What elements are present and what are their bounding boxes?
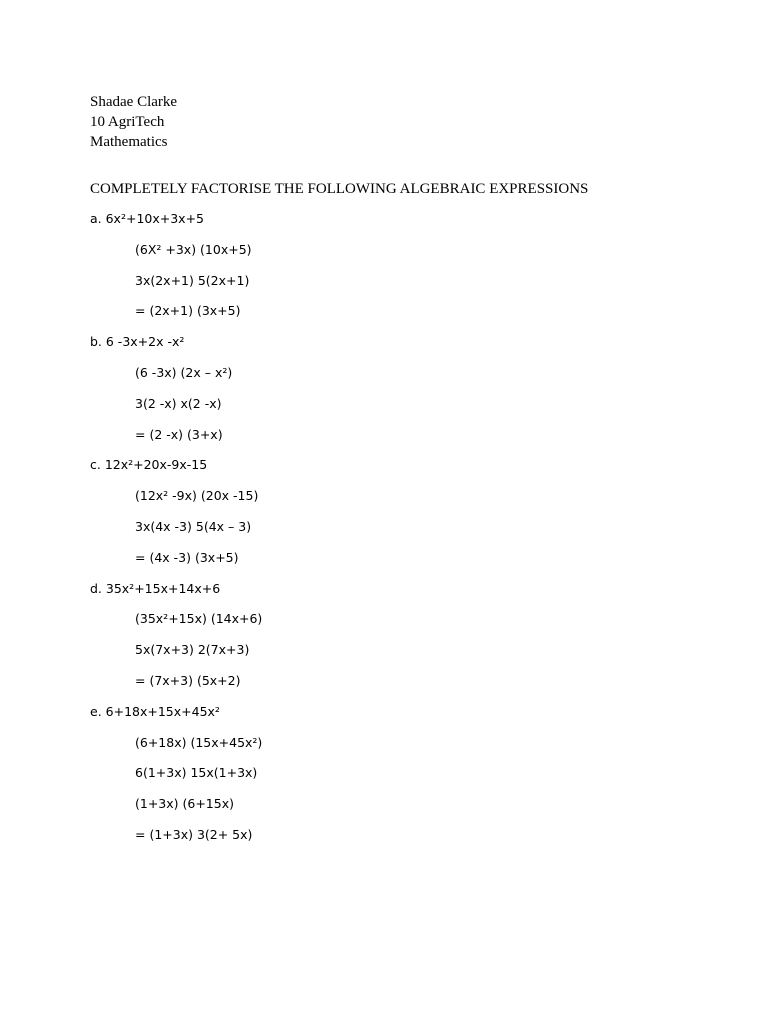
problem-question: c. 12x²+20x-9x-15 xyxy=(90,457,208,473)
problem-step: 5x(7x+3) 2(7x+3) xyxy=(135,642,250,658)
problem-step: (6X² +3x) (10x+5) xyxy=(135,241,252,257)
problem-step: (1+3x) (6+15x) xyxy=(135,796,234,812)
problem-list xyxy=(90,208,262,855)
problem-step: 3x(4x -3) 5(4x – 3) xyxy=(135,518,252,534)
problem-d xyxy=(90,578,262,701)
student-name: Shadae Clarke xyxy=(90,94,178,110)
problem-answer: = (2 -x) (3+x) xyxy=(135,426,223,442)
student-class: 10 AgriTech xyxy=(90,114,165,130)
problem-b xyxy=(90,331,262,454)
problem-step: 6(1+3x) 15x(1+3x) xyxy=(135,765,258,781)
problem-question: b. 6 -3x+2x -x² xyxy=(90,334,185,350)
problem-a xyxy=(90,208,262,331)
instruction-heading: COMPLETELY FACTORISE THE FOLLOWING ALGEBRAIC EXPRESSIONS xyxy=(90,181,589,197)
problem-step: (6 -3x) (2x – x²) xyxy=(135,364,233,380)
problem-step: (12x² -9x) (20x -15) xyxy=(135,488,259,504)
problem-answer: = (1+3x) 3(2+ 5x) xyxy=(135,826,253,842)
problem-step: (35x²+15x) (14x+6) xyxy=(135,611,263,627)
problem-answer: = (7x+3) (5x+2) xyxy=(135,672,241,688)
problem-answer: = (2x+1) (3x+5) xyxy=(135,303,241,319)
problem-step: 3(2 -x) x(2 -x) xyxy=(135,395,222,411)
subject-name: Mathematics xyxy=(90,134,168,150)
problem-c xyxy=(90,454,262,577)
problem-question: a. 6x²+10x+3x+5 xyxy=(90,211,204,226)
problem-step: (6+18x) (15x+45x²) xyxy=(135,734,263,750)
problem-question: e. 6+18x+15x+45x² xyxy=(90,703,220,719)
problem-e xyxy=(90,701,262,855)
problem-answer: = (4x -3) (3x+5) xyxy=(135,549,239,565)
problem-question: d. 35x²+15x+14x+6 xyxy=(90,580,221,596)
student-header xyxy=(90,92,177,152)
problem-step: 3x(2x+1) 5(2x+1) xyxy=(135,272,250,288)
